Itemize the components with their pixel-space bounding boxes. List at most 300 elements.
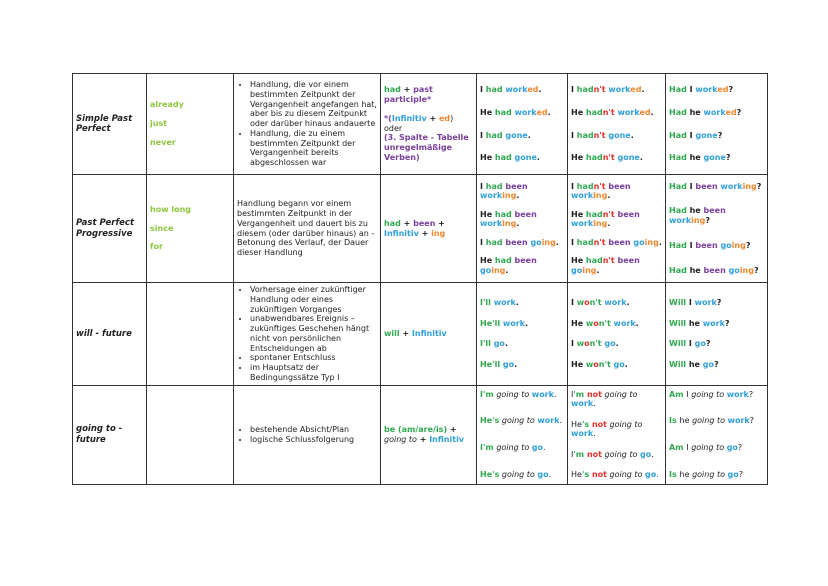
sentence-part: go [537,469,549,479]
sentence-part: go [639,449,652,459]
sentence-part: He [571,318,586,328]
sentence-part: 's [492,469,500,479]
sentence-part: 's [581,469,590,479]
example-sentence [571,360,662,370]
sentence-part: I [689,85,696,94]
sentence-part: . [525,318,529,328]
sentence-part: Am [669,389,687,399]
sentence-part: 'm [573,449,585,459]
example-sentence [480,339,564,349]
sentence-part: 'm [573,389,585,399]
example-sentence [669,85,764,95]
sentence-part: work [720,181,743,191]
sentence-part: . [639,153,643,163]
sentence-part: had [585,255,603,265]
sentence-part: I [571,297,577,307]
sentence-part: n't [602,209,615,219]
sentence-part: Had [669,153,690,163]
sentence-part: He [480,416,493,426]
sentence-part: n't [589,297,602,307]
question-examples [666,283,768,386]
sentence-part: go [702,360,714,369]
sentence-part: ing [593,191,608,201]
sentence-part: . [596,265,600,275]
form-part: Infinitiv [411,328,447,338]
example-sentence [571,319,662,329]
form-part: be (am/are/is) [384,424,448,434]
sentence-part: I [480,389,483,399]
form-part: + [435,218,445,228]
sentence-part: ing [541,237,556,247]
sentence-part: go [571,265,583,275]
example-sentence [480,238,564,248]
sentence-part: go [726,443,738,452]
sentence-part: n't [602,255,615,265]
example-sentence [669,416,764,426]
sentence-part: been [703,206,726,216]
sentence-part: . [656,469,659,479]
sentence-part: he [689,107,704,117]
example-sentence [571,298,662,308]
form-rule [381,385,477,484]
sentence-part: . [548,469,552,479]
table-row [73,74,768,175]
sentence-part: had [585,107,603,117]
example-sentence [571,390,662,410]
usage-item: • logische Schlussfolgerung [250,435,377,445]
sentence-part: go [727,469,739,479]
sentence-part: work [480,219,503,229]
sentence-part: . [515,297,519,307]
sentence-part: ? [717,130,723,140]
sentence-part: I [688,339,695,349]
example-sentence [480,210,564,230]
positive-examples [477,175,568,283]
sentence-part: ed [639,107,651,117]
sentence-part: ? [724,318,730,328]
sentence-part: he [679,469,690,479]
sentence-part: I [480,237,486,247]
sentence-part: I [688,297,695,307]
sentence-part: o [593,318,599,328]
sentence-part: Is [669,416,680,426]
sentence-part: had [485,181,506,191]
tense-name: will - future [73,283,147,386]
sentence-part: n't [593,181,606,191]
sentence-part: . [650,107,654,117]
form-part: Infinitiv [429,434,465,444]
tense-name: going to - future [73,385,147,484]
sentence-part: ? [705,216,710,226]
sentence-part: ? [756,181,762,191]
sentence-part: he [689,153,704,163]
tense-name: Simple Past Perfect [73,74,147,175]
example-sentence [480,85,564,95]
sentence-part: had [576,85,594,94]
sentence-part: I [480,443,483,452]
sentence-part: going to [606,469,645,479]
sentence-part: Had [669,181,690,191]
usage-item: • im Hauptsatz der Bedingungssätze Typ I [250,363,377,383]
sentence-part: had [576,181,594,191]
sentence-part: . [635,318,639,328]
sentence-part: not [589,469,607,479]
sentence-part: . [615,339,619,349]
signal-words [147,74,234,175]
sentence-part: going to [688,389,727,399]
usage-item: • unabwendbares Ereignis – zukünftiges Geschehen hängt nicht von persönlichen Entscheidungen ab [250,314,377,353]
sentence-part: o [593,360,599,369]
sentence-part: Had [669,265,690,275]
signal-word: since [150,223,174,233]
sentence-part: . [516,219,520,229]
sentence-part: been [605,181,631,191]
sentence-part: not [589,419,607,429]
sentence-part: . [555,237,559,247]
sentence-part: work [669,216,692,226]
sentence-part: go [490,339,505,349]
sentence-part: I [686,443,689,452]
sentence-part: work [500,318,525,328]
sentence-part: work [601,297,627,307]
example-sentence [480,470,564,480]
sentence-part: had [585,153,603,163]
sentence-part: ? [745,240,751,250]
sentence-part: w [576,339,585,349]
sentence-part: n't [593,130,606,140]
sentence-part: not [584,389,602,399]
example-sentence [480,319,564,329]
sentence-part: Will [669,360,689,369]
sentence-part: ? [728,85,734,94]
sentence-part: . [504,339,508,349]
sentence-part: n't [593,85,606,94]
sentence-part: had [494,153,512,163]
sentence-part: He [480,209,495,219]
sentence-part: been [703,265,729,275]
example-sentence [480,298,564,308]
sentence-part: I [571,339,577,349]
form-part: + [400,218,414,228]
sentence-part: I [480,297,483,307]
sentence-part: had [494,209,515,219]
sentence-part: ing [502,219,517,229]
sentence-part: going to [499,416,538,426]
sentence-part: go [601,339,616,349]
sentence-part: n't [598,360,611,369]
example-sentence [571,153,662,163]
example-sentence [571,131,662,141]
sentence-part: go [720,240,732,250]
sentence-part: 'm [482,443,494,452]
example-sentence [669,206,764,226]
sentence-part: he [689,265,704,275]
sentence-part: He [571,419,582,429]
sentence-part: had [576,237,594,247]
sentence-part: work [531,389,554,399]
sentence-part: had [485,130,503,140]
sentence-part: going to [689,416,728,426]
sentence-part: . [658,237,662,247]
sentence-part: He [480,360,493,369]
sentence-part: . [547,107,551,117]
sentence-part: work [703,107,726,117]
sentence-part: He [571,209,586,219]
sentence-part: work [695,85,718,94]
example-sentence [571,450,662,460]
sentence-part: been [614,255,640,265]
usage [234,74,381,175]
sentence-part: He [571,255,586,265]
sentence-part: ? [748,389,754,399]
sentence-part: been [514,209,537,219]
sentence-part: Had [669,107,690,117]
sentence-part: work [614,107,640,117]
form-part: had [384,218,401,228]
sentence-part: gone [695,130,718,140]
sentence-part: been [695,240,721,250]
sentence-part: ? [716,297,722,307]
sentence-part: going to [606,419,643,429]
form-part: + [399,328,412,338]
sentence-part: Will [669,339,689,349]
sentence-part: ed [717,85,729,94]
example-sentence [480,131,564,141]
form-part: ed [438,113,451,123]
form-part: going to [384,434,417,444]
sentence-part: work [571,399,594,409]
example-sentence [480,108,564,118]
sentence-part: He [571,107,586,117]
sentence-part: He [480,153,495,163]
sentence-part: going to [499,469,538,479]
sentence-part: ing [491,265,506,275]
sentence-part: . [624,360,628,369]
sentence-part: work [726,389,749,399]
example-sentence [571,182,662,202]
sentence-part: ing [691,216,706,226]
sentence-part: work [605,85,631,94]
sentence-part: ? [713,360,719,369]
sentence-part: work [480,191,503,201]
example-sentence [571,108,662,118]
sentence-part: going to [601,389,638,399]
sentence-part: 's [581,419,590,429]
signal-word: already [150,100,184,110]
sentence-part: work [571,191,594,201]
example-sentence [669,360,764,370]
sentence-part: n't [589,339,602,349]
sentence-part: he [689,206,704,216]
sentence-part: w [585,318,594,328]
sentence-part: had [494,107,512,117]
sentence-part: gone [511,153,537,163]
example-sentence [571,210,662,230]
table-row [73,175,768,283]
sentence-part: go [530,237,542,247]
sentence-part: n't [602,153,615,163]
sentence-part: had [494,255,515,265]
usage-item: • Vorhersage einer zukünftiger Handlung oder eines zukünftigen Vorganges [250,285,377,314]
sentence-part: He [480,107,495,117]
sentence-part: . [593,399,596,409]
sentence-part: . [626,297,630,307]
example-sentence [669,390,764,400]
sentence-part: ing [593,219,608,229]
sentence-part: go [694,339,706,349]
sentence-part: I [480,85,486,94]
sentence-part: Will [669,318,689,328]
sentence-part: not [584,449,602,459]
sentence-part: 'll [482,297,491,307]
sentence-part: 's [492,416,500,426]
sentence-part: going to [601,449,640,459]
example-sentence [669,153,764,163]
sentence-part: work [537,416,560,426]
sentence-part: go [480,265,492,275]
example-sentence [571,238,662,248]
sentence-part: 'll [492,360,501,369]
sentence-part: been [614,209,640,219]
sentence-part: going to [689,469,728,479]
sentence-part: He [480,469,493,479]
example-sentence [571,339,662,349]
example-sentence [669,443,764,453]
tense-table [72,73,768,485]
sentence-part: work [571,219,594,229]
sentence-part: . [630,130,634,140]
sentence-part: n't [598,318,611,328]
sentence-part: ing [731,240,746,250]
sentence-part: I [571,389,574,399]
positive-examples [477,74,568,175]
sentence-part: ? [705,339,711,349]
sentence-part: . [505,265,509,275]
sentence-part: I [571,181,577,191]
example-sentence [480,360,564,370]
sentence-part: work [702,318,725,328]
sentence-part: ing [742,181,757,191]
sentence-part: ? [753,265,759,275]
sentence-part: go [728,265,740,275]
example-sentence [669,108,764,118]
sentence-part: ing [582,265,597,275]
sentence-part: work [727,416,750,426]
tense-name: Past Perfect Progressive [73,175,147,283]
positive-examples [477,385,568,484]
sentence-part: had [576,130,594,140]
sentence-part: I [571,130,577,140]
sentence-part: . [536,153,540,163]
question-examples [666,385,768,484]
sentence-part: I [571,237,577,247]
sentence-part: Am [669,443,687,452]
sentence-part: I [689,240,696,250]
sentence-part: . [607,219,611,229]
sentence-part: . [543,443,546,452]
form-part: (3. Spalte - Tabelle unregelmäßige Verben) [384,133,469,162]
sentence-part: o [584,339,590,349]
signal-word: just [150,119,168,129]
sentence-part: I [480,181,486,191]
sentence-part: go [610,360,625,369]
sentence-part: n't [593,237,606,247]
form-part: *( [384,113,392,123]
sentence-part: n't [602,107,615,117]
sentence-part: Had [669,206,690,216]
example-sentence [571,85,662,95]
example-sentence [669,298,764,308]
sentence-part: had [485,85,503,94]
sentence-part: Had [669,130,690,140]
sentence-part: had [585,209,603,219]
sentence-part: been [514,255,537,265]
usage [234,385,381,484]
example-sentence [480,443,564,453]
sentence-part: He [571,360,586,369]
sentence-part: Will [669,297,689,307]
example-sentence [669,241,764,251]
form-part: will [384,328,400,338]
sentence-part: he [688,318,703,328]
sentence-part: been [695,181,721,191]
example-sentence [480,416,564,426]
usage-item: • bestehende Absicht/Plan [250,425,377,435]
example-sentence [669,470,764,480]
sentence-part: I [480,339,483,349]
usage: Handlung begann vor einem bestimmten Zeitpunkt in der Vergangenheit und dauert bis zu diesem (oder darüber hinaus) an - Betonung des Verlauf, der Dauer dieser Handlung [234,175,381,283]
example-sentence [571,420,662,440]
sentence-part: been [605,237,634,247]
sentence-part: He [571,153,586,163]
sentence-part: ing [644,237,659,247]
example-sentence [480,390,564,400]
sentence-part: gone [614,153,640,163]
sentence-part: he [688,360,703,369]
sentence-part: ing [739,265,754,275]
sentence-part: w [585,360,594,369]
sentence-part: I [689,130,696,140]
sentence-part: . [641,85,645,94]
sentence-part: work [610,318,636,328]
question-examples [666,175,768,283]
form-part: + [416,434,430,444]
sentence-part: w [576,297,585,307]
form-part: ing [431,228,446,238]
example-sentence [669,182,764,192]
sentence-part: I [571,449,574,459]
sentence-part: . [527,130,531,140]
sentence-part: ? [736,107,742,117]
example-sentence [669,266,764,276]
usage-item: • spontaner Entschluss [250,353,377,363]
form-part: Infinitiv [391,113,427,123]
sentence-part: 'll [492,318,501,328]
sentence-part: 'll [482,339,491,349]
example-sentence [480,182,564,202]
sentence-part: ed [630,85,642,94]
question-examples [666,74,768,175]
sentence-part: ? [749,416,754,426]
sentence-part: Is [669,469,680,479]
example-sentence [480,256,564,276]
sentence-part: go [531,443,544,452]
sentence-part: going to [493,389,532,399]
sentence-part: I [686,389,689,399]
sentence-part: I [571,85,577,94]
sentence-part: . [593,429,596,439]
sentence-part: ing [502,191,517,201]
